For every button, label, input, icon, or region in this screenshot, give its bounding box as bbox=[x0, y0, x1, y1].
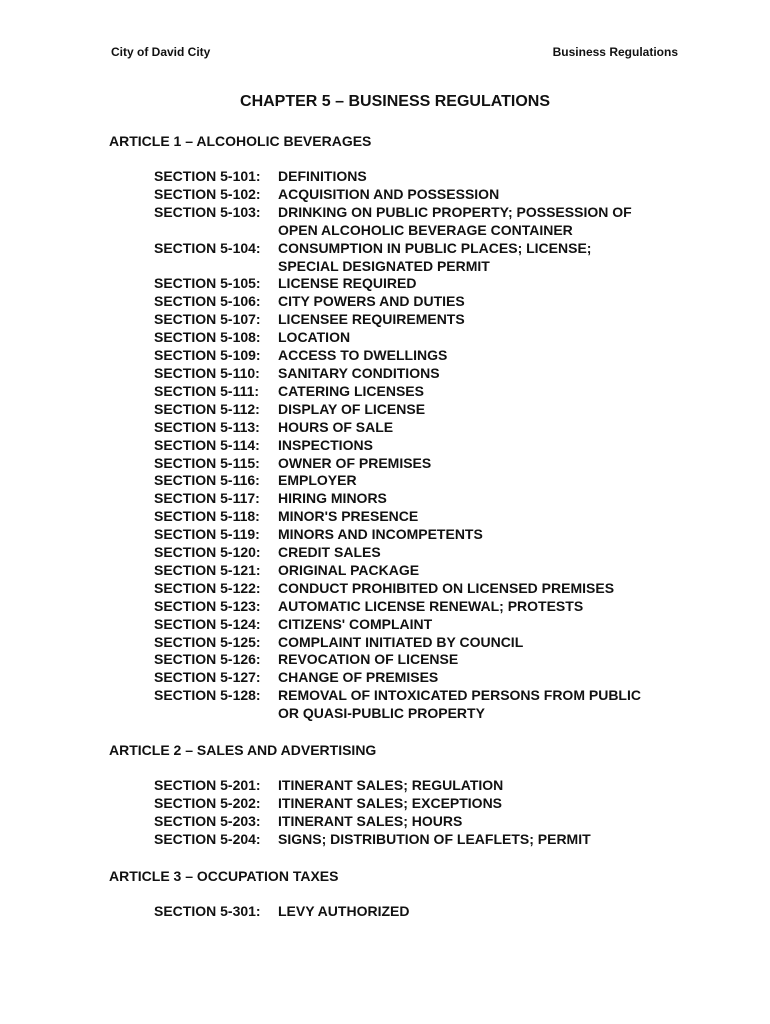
section-row bbox=[154, 401, 709, 419]
section-title bbox=[278, 651, 683, 669]
section-number: SECTION 5-109: bbox=[154, 347, 261, 364]
table-of-contents bbox=[109, 132, 709, 939]
section-list bbox=[154, 903, 709, 921]
section-number: SECTION 5-203: bbox=[154, 812, 261, 829]
section-number: SECTION 5-124: bbox=[154, 615, 261, 632]
article-heading: ARTICLE 3 – OCCUPATION TAXES bbox=[109, 867, 339, 884]
section-title-line: REMOVAL OF INTOXICATED PERSONS FROM PUBLIC bbox=[278, 687, 641, 704]
section-title bbox=[278, 401, 683, 419]
section-row bbox=[154, 347, 709, 365]
section-title-line: ACCESS TO DWELLINGS bbox=[278, 347, 448, 364]
section-row bbox=[154, 490, 709, 508]
section-title bbox=[278, 580, 683, 598]
section-number: SECTION 5-110: bbox=[154, 364, 260, 381]
section-title-line: LICENSEE REQUIREMENTS bbox=[278, 311, 465, 328]
section-title-line: CREDIT SALES bbox=[278, 544, 381, 561]
section-title bbox=[278, 777, 683, 795]
section-number: SECTION 5-201: bbox=[154, 777, 261, 794]
section-number: SECTION 5-113: bbox=[154, 418, 260, 435]
section-title bbox=[278, 795, 683, 813]
section-row bbox=[154, 598, 709, 616]
section-number: SECTION 5-105: bbox=[154, 275, 261, 292]
section-title-line: HIRING MINORS bbox=[278, 490, 387, 507]
section-row bbox=[154, 580, 709, 598]
section-title bbox=[278, 204, 683, 240]
section-title-line: AUTOMATIC LICENSE RENEWAL; PROTESTS bbox=[278, 597, 584, 614]
section-title bbox=[278, 347, 683, 365]
section-row bbox=[154, 651, 709, 669]
section-title bbox=[278, 903, 683, 921]
section-title-line: LEVY AUTHORIZED bbox=[278, 902, 410, 919]
section-title bbox=[278, 490, 683, 508]
section-row bbox=[154, 293, 709, 311]
section-row bbox=[154, 365, 709, 383]
section-number: SECTION 5-104: bbox=[154, 239, 261, 256]
section-title-line: DRINKING ON PUBLIC PROPERTY; POSSESSION OF bbox=[278, 203, 632, 220]
section-title-line: OR QUASI-PUBLIC PROPERTY bbox=[278, 705, 485, 722]
section-title-line: ACQUISITION AND POSSESSION bbox=[278, 185, 500, 202]
article-block bbox=[109, 741, 709, 849]
section-number: SECTION 5-107: bbox=[154, 311, 261, 328]
section-title-line: CHANGE OF PREMISES bbox=[278, 669, 439, 686]
section-row bbox=[154, 669, 709, 687]
section-number: SECTION 5-122: bbox=[154, 579, 261, 596]
section-row bbox=[154, 813, 709, 831]
section-row bbox=[154, 508, 709, 526]
section-title bbox=[278, 311, 683, 329]
section-row bbox=[154, 275, 709, 293]
section-row bbox=[154, 437, 709, 455]
section-title-line: HOURS OF SALE bbox=[278, 418, 394, 435]
section-title-line: MINORS AND INCOMPETENTS bbox=[278, 526, 483, 543]
section-row bbox=[154, 419, 709, 437]
section-row bbox=[154, 311, 709, 329]
article-heading: ARTICLE 2 – SALES AND ADVERTISING bbox=[109, 742, 377, 759]
section-row bbox=[154, 526, 709, 544]
section-title-line: EMPLOYER bbox=[278, 472, 357, 489]
section-title bbox=[278, 616, 683, 634]
section-title-line: CITIZENS' COMPLAINT bbox=[278, 615, 433, 632]
section-number: SECTION 5-116: bbox=[154, 472, 260, 489]
section-number: SECTION 5-127: bbox=[154, 669, 261, 686]
section-row bbox=[154, 168, 709, 186]
section-title bbox=[278, 687, 683, 723]
section-number: SECTION 5-114: bbox=[154, 436, 260, 453]
section-title bbox=[278, 526, 683, 544]
section-title-line: DEFINITIONS bbox=[278, 168, 367, 184]
section-number: SECTION 5-125: bbox=[154, 633, 261, 650]
section-title-line: ITINERANT SALES; REGULATION bbox=[278, 777, 504, 794]
section-number: SECTION 5-301: bbox=[154, 902, 261, 919]
section-number: SECTION 5-108: bbox=[154, 329, 261, 346]
section-number: SECTION 5-120: bbox=[154, 544, 261, 561]
article-heading: ARTICLE 1 – ALCOHOLIC BEVERAGES bbox=[109, 133, 372, 149]
section-number: SECTION 5-101: bbox=[154, 168, 261, 184]
section-row bbox=[154, 687, 709, 723]
chapter-title: CHAPTER 5 – BUSINESS REGULATIONS bbox=[240, 93, 550, 110]
header-right-text: Business Regulations bbox=[552, 45, 678, 59]
section-row bbox=[154, 777, 709, 795]
section-list bbox=[154, 777, 709, 849]
section-number: SECTION 5-115: bbox=[154, 454, 260, 471]
section-title-line: INSPECTIONS bbox=[278, 436, 373, 453]
section-row bbox=[154, 562, 709, 580]
section-title bbox=[278, 562, 683, 580]
section-number: SECTION 5-106: bbox=[154, 293, 261, 310]
section-title-line: SANITARY CONDITIONS bbox=[278, 364, 440, 381]
section-row bbox=[154, 831, 709, 849]
section-number: SECTION 5-119: bbox=[154, 526, 260, 543]
section-title-line: DISPLAY OF LICENSE bbox=[278, 400, 426, 417]
section-title-line: CITY POWERS AND DUTIES bbox=[278, 293, 465, 310]
section-number: SECTION 5-102: bbox=[154, 185, 261, 202]
section-row bbox=[154, 329, 709, 347]
section-title bbox=[278, 472, 683, 490]
section-title-line: ITINERANT SALES; EXCEPTIONS bbox=[278, 795, 503, 811]
section-title-line: OPEN ALCOHOLIC BEVERAGE CONTAINER bbox=[278, 221, 573, 238]
section-number: SECTION 5-103: bbox=[154, 203, 261, 220]
section-number: SECTION 5-126: bbox=[154, 651, 261, 668]
article-block bbox=[109, 132, 709, 723]
section-number: SECTION 5-128: bbox=[154, 687, 261, 704]
section-title bbox=[278, 293, 683, 311]
section-title-line: COMPLAINT INITIATED BY COUNCIL bbox=[278, 633, 524, 650]
section-number: SECTION 5-123: bbox=[154, 597, 261, 614]
section-title bbox=[278, 669, 683, 687]
section-number: SECTION 5-204: bbox=[154, 830, 261, 847]
section-title bbox=[278, 831, 683, 849]
section-title-line: MINOR'S PRESENCE bbox=[278, 508, 419, 525]
section-title bbox=[278, 598, 683, 616]
section-row bbox=[154, 795, 709, 813]
section-title-line: LICENSE REQUIRED bbox=[278, 275, 417, 292]
article-block bbox=[109, 867, 709, 921]
section-title-line: OWNER OF PREMISES bbox=[278, 454, 432, 471]
section-title bbox=[278, 419, 683, 437]
section-title-line: CONSUMPTION IN PUBLIC PLACES; LICENSE; bbox=[278, 239, 592, 256]
section-title bbox=[278, 508, 683, 526]
section-number: SECTION 5-117: bbox=[154, 490, 260, 507]
section-number: SECTION 5-202: bbox=[154, 795, 261, 811]
section-title bbox=[278, 455, 683, 473]
section-title-line: CONDUCT PROHIBITED ON LICENSED PREMISES bbox=[278, 579, 615, 596]
section-title-line: CATERING LICENSES bbox=[278, 382, 424, 399]
section-row bbox=[154, 455, 709, 473]
section-title-line: SPECIAL DESIGNATED PERMIT bbox=[278, 257, 490, 274]
section-title-line: SIGNS; DISTRIBUTION OF LEAFLETS; PERMIT bbox=[278, 830, 591, 847]
section-title-line: LOCATION bbox=[278, 329, 351, 346]
section-row bbox=[154, 544, 709, 562]
section-title-line: REVOCATION OF LICENSE bbox=[278, 651, 459, 668]
header-left-text: City of David City bbox=[111, 45, 211, 59]
section-number: SECTION 5-118: bbox=[154, 508, 260, 525]
section-title bbox=[278, 544, 683, 562]
section-number: SECTION 5-111: bbox=[154, 382, 260, 399]
section-row bbox=[154, 903, 709, 921]
section-number: SECTION 5-121: bbox=[154, 561, 261, 578]
section-row bbox=[154, 634, 709, 652]
section-title bbox=[278, 168, 683, 186]
section-title bbox=[278, 634, 683, 652]
section-number: SECTION 5-112: bbox=[154, 400, 260, 417]
section-list bbox=[154, 168, 709, 723]
section-row bbox=[154, 186, 709, 204]
section-title bbox=[278, 186, 683, 204]
section-title bbox=[278, 383, 683, 401]
section-title-line: ITINERANT SALES; HOURS bbox=[278, 812, 463, 829]
section-row bbox=[154, 472, 709, 490]
section-row bbox=[154, 616, 709, 634]
section-row bbox=[154, 383, 709, 401]
section-title bbox=[278, 365, 683, 383]
section-title bbox=[278, 275, 683, 293]
section-title-line: ORIGINAL PACKAGE bbox=[278, 561, 420, 578]
section-title bbox=[278, 813, 683, 831]
section-title bbox=[278, 240, 683, 276]
section-row bbox=[154, 204, 709, 240]
section-title bbox=[278, 437, 683, 455]
section-row bbox=[154, 240, 709, 276]
section-title bbox=[278, 329, 683, 347]
